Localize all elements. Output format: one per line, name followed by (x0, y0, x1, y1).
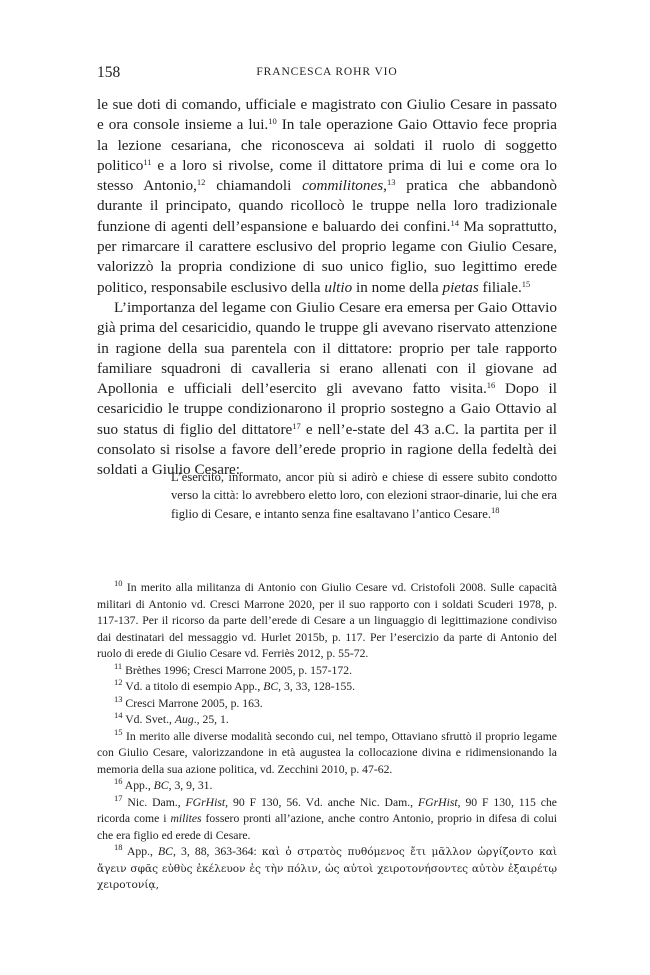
block-quote (171, 468, 557, 523)
footnotes (97, 580, 557, 894)
page-number: 158 (97, 64, 121, 81)
footnote: $^{15}$ In merito alle diverse modalità secondo cui, nel tempo, Ottaviano sfruttò il proprio legame con Giulio Cesare, valorizzandone in età augustea la collocazione divina e ridimensionando la memoria della sua azione politica, vd. Zecchini 2010, p. 47-62. (97, 726, 557, 776)
footnote: $^{14}$ Vd. Svet., Aug., 25, 1. (114, 710, 229, 726)
footnote: $^{13}$ Cresci Marrone 2005, p. 163. (114, 693, 263, 710)
footnote: $^{10}$ In merito alla militanza di Antonio con Giulio Cesare vd. Cristofoli 2008. Sulle capacità militari di Antonio vd. Cresci Marrone 2020, per il suo rapporto con i soldati Scuderi 1978, p. 117-137. Per il ricorso da parte dell’erede di Cesare a un linguaggio di legittimazione condiviso dai destinatari del messaggio vd. Hurlet 2015b, p. 117. Per l’esercizio da parte di Antonio del ruolo di erede di Giulio Cesare vd. Ferriès 2012, p. 55-72. (97, 578, 557, 660)
footnote-ref[interactable]: 17 (292, 420, 301, 431)
paragraph: le sue doti di comando, ufficiale e magistrato con Giulio Cesare in passato e ora console insieme a lui.$^{10}$ In tale operazione Gaio Ottavio fece propria la lezione cesariana, che riconosceva ai soldati il ruolo di soggetto politico$^{11}$ e a loro si rivolse, come il dittatore prima di lui e come ora lo stesso Antonio,$^{12}$ chiamandoli commilitones,$^{13}$ pratica che abbandonò durante il principato, quando ricollocò le truppe nella loro tradizionale funzione di agenti dell’espansione e baluardo dei confini.$^{14}$ Ma soprattutto, per rimarcare il carattere esclusivo del proprio legame con Giulio Cesare, valorizzò la propria condizione di suo unico figlio, suo legittimo erede politico, responsabile esclusivo della ultio in nome della pietas filiale.$^{15}$ (97, 96, 557, 296)
page-header (97, 64, 557, 86)
footnote-ref[interactable]: 15 (521, 278, 531, 289)
footnote-ref[interactable]: 11 (143, 156, 152, 167)
running-head: FRANCESCA ROHR VIO (256, 66, 398, 78)
footnote: $^{12}$ Vd. a titolo di esempio App., BC, 3, 33, 128-155. (114, 677, 356, 693)
footnote: $^{11}$ Brèthes 1996; Cresci Marrone 2005, p. 157-172. (114, 660, 352, 677)
footnote-ref[interactable]: 16 (486, 380, 496, 391)
footnote: $^{18}$ App., BC, 3, 88, 363-364: καὶ ὁ στρατὸς πυθόμενος ἔτι μᾶλλον ὠργίζοντο καὶ ἄγειν σφᾶς εὐθὺς ἐκέλευον ἐς τὴν πόλιν, ὡς αὐτοὶ χειροτονήσοντες αὐτὸν ἐξαιρέτῳ χειροτονίᾳ, (97, 842, 557, 891)
footnote: $^{16}$ App., BC, 3, 9, 31. (114, 776, 213, 792)
footnote-ref[interactable]: 13 (386, 177, 396, 188)
footnote: $^{17}$ Nic. Dam., FGrHist, 90 F 130, 56. Vd. anche Nic. Dam., FGrHist, 90 F 130, 115 che ricorda come i milites fossero pronti all’azione, anche contro Antonio, proprio in difesa di colui che era figlio ed erede di Cesare. (97, 792, 557, 842)
footnote-ref[interactable]: 12 (196, 177, 206, 188)
footnote-ref[interactable]: 14 (450, 217, 459, 228)
greek-quote: καὶ ὁ στρατὸς πυθόμενος ἔτι μᾶλλον ὠργίζοντο καὶ ἄγειν σφᾶς εὐθὺς ἐκέλευον ἐς τὴν πόλιν, ὡς αὐτοὶ χειροτονήσοντες αὐτὸν ἐξαιρέτῳ χειροτονίᾳ, (97, 846, 557, 891)
paragraph: L’importanza del legame con Giulio Cesare era emersa per Gaio Ottavio già prima del cesaricidio, quando le truppe gli avevano riservato attenzione in ragione della sua parentela con il dittatore: proprio per tale rapporto familiare squadroni di cavalleria si erano allenati con il giovane ad Apollonia e ufficiali dell’esercito gli avevano fatto visita.$^{16}$ Dopo il cesaricidio le truppe condizionarono il proprio sostegno a Gaio Ottavio al suo status di figlio del dittatore$^{17}$ e nell’e-state del 43 a.C. la partita per il consolato si risolse a favore dell’erede proprio in ragione della fedeltà dei soldati a Giulio Cesare: (97, 298, 558, 479)
quote-text: L’esercito, informato, ancor più si adirò e chiese di essere subito condotto verso la città: lo avrebbero eletto loro, con elezioni straor-dinarie, lui che era figlio di Cesare, e intanto senza fine esaltavano l’antico Cesare.$^{18}$ (171, 470, 558, 521)
footnote-ref[interactable]: 10 (268, 116, 277, 127)
main-text (97, 95, 557, 481)
footnote-ref[interactable]: 18 (490, 504, 500, 515)
